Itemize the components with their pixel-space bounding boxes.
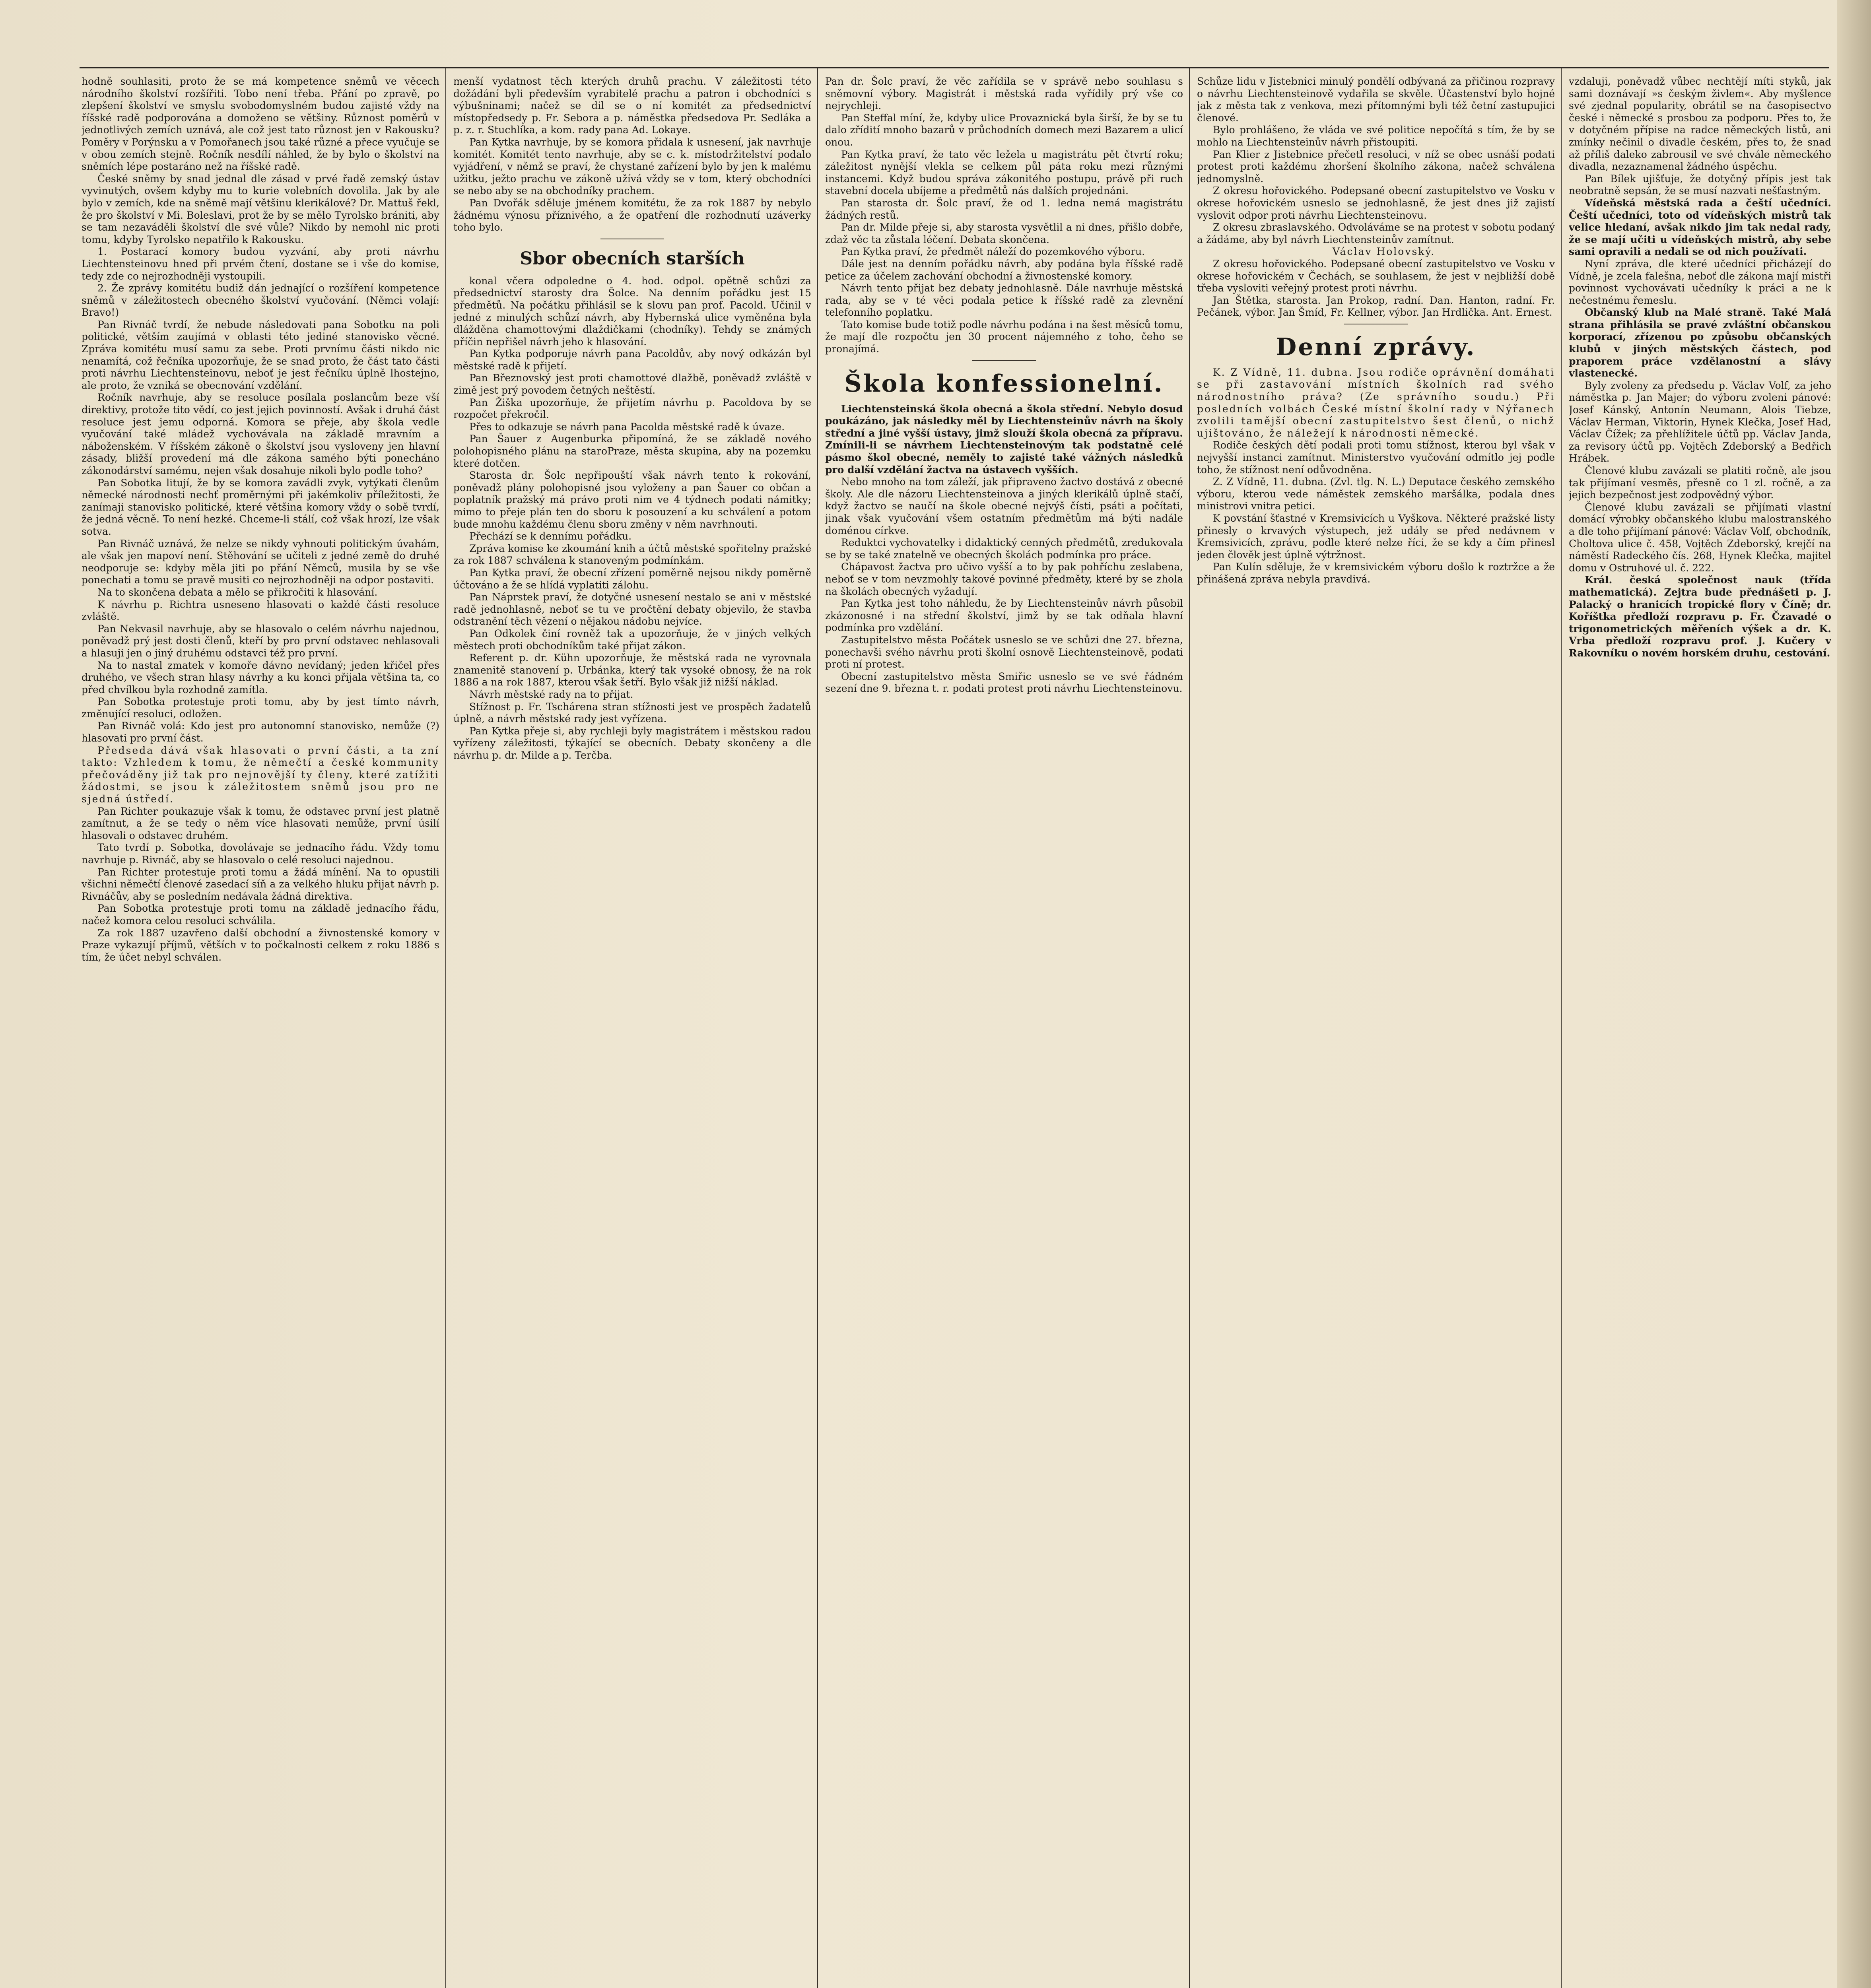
paragraph: Schůze lidu v Jistebnici minulý pondělí odbývaná za přičinou rozpravy o návrhu Liechtensteinově vydařila se skvěle. Účastenství bylo hojné jak z města tak z venkova, mezi přítomnými byli též četní zastupujici členové. <box>1197 76 1555 124</box>
paragraph: Pan Kytka navrhuje, by se komora přidala k usnesení, jak navrhuje komitét. Komitét tento navrhuje, aby se c. k. místodržitelství podalo vyjádření, v němž se praví, že chystané zařízení bylo by jen k malému užitku, ježto prachu ve zákoně užívá vždy se v tom, který obchodníci se nebo aby se na obchodníky prachem. <box>453 136 811 197</box>
paragraph: hodně souhlasiti, proto že se má kompetence sněmů ve věcech národního školství rozšířiti. Tobo není třeba. Přání po zpravě, po zlepšení školství ve smyslu svobodomyslném budou zajisté vždy na říšské radě podporována a domoženo se většiny. Různost poměrů v jednotlivých zemích uznává, ale což jest tato různost jen v Rakousku? Poměry v Porýnsku a v Pomořanech jsou také různé a přece vyučuje se v obou zemích stejně. Ročník nesdílí náhled, že by bylo o školství na sněmích lépe postaráno než na říšské radě. <box>82 76 439 173</box>
paragraph: K. Z Vídně, 11. dubna. Jsou rodiče oprávnění domáhati se při zastavování místních školních rad svého národnostního práva? (Ze správního soudu.) Při posledních volbách České místní školní rady v Nýřanech zvolili tamější obecní zastupitelstvo šest členů, o nichž ujištováno, že náležejí k národnosti německé. <box>1197 366 1555 439</box>
paragraph: Pan Dvořák sděluje jménem komitétu, že za rok 1887 by nebylo žádnému výnosu příznivého, a že opatření dle rozhodnutí uzáverky toho bylo. <box>453 197 811 233</box>
paragraph: Chápavost žactva pro učivo vyšší a to by pak pohříchu zeslabena, neboť se v tom nevzmohly takové povinné předměty, které by se zhola na školách obecných vyžadují. <box>825 561 1183 597</box>
paragraph: Stížnost p. Fr. Tschárena stran stížnosti jest ve prospěch žadatelů úplně, a návrh městské rady jest vyřízena. <box>453 701 811 725</box>
paragraph: Pan Steffal míní, že, kdyby ulice Provaznická byla širší, že by se tu dalo zřídití mnoho bazarů v průchodních domech mezi Bazarem a ulicí onou. <box>825 112 1183 148</box>
paragraph: Pan Kytka praví, že předmět náleží do pozemkového výboru. <box>841 246 1145 258</box>
paragraph: Členové klubu zavázali se platiti ročně, ale jsou tak přijímaní vesměs, přesně co 1 zl. ročně, a za jejich bezpečnost jest zodpovědný výbor. <box>1569 465 1831 501</box>
paragraph: Zastupitelstvo města Počátek usneslo se ve schůzi dne 27. března, ponechavši svého návrhu proti školní osnově Liechtensteinově, podati proti ní protest. <box>825 634 1183 670</box>
paragraph: Bylo prohlášeno, že vláda ve své politice nepočítá s tím, že by se mohlo na Liechtensteinův návrh přistoupiti. <box>1197 124 1555 148</box>
paragraph: Byly zvoleny za předsedu p. Václav Volf, za jeho náměstka p. Jan Majer; do výboru zvoleni pánové: Josef Kánský, Antonín Neumann, Alois Tiebze, Václav Herman, Viktorin, Hynek Klečka, Josef Had, Václav Čížek; za přehlížitele účtů pp. Václav Janda, za revisory účtů pp. Vojtěch Zdeborský a Bedřich Hrábek. <box>1569 379 1831 464</box>
paragraph: Pan Rivnáč volá: Kdo jest pro autonomní stanovisko, nemůže (?) hlasovati pro první část. <box>82 720 439 744</box>
paragraph: Zpráva komise ke zkoumání knih a účtů městské spořitelny pražské za rok 1887 schválena k stanoveným podmínkám. <box>453 542 811 567</box>
paragraph: Referent p. dr. Kühn upozorňuje, že městská rada ne vyrovnala znamenitě stanovení p. Urbánka, který tak vysoké obnosy, že na rok 1886 a na rok 1887, kterou však šetří. Bylo však již nižší náklad. <box>453 652 811 688</box>
paragraph: Pan Březnovský jest proti chamottové dlažbě, poněvadž zvláště v zimě jest prý povodem četných neštěstí. <box>453 372 811 396</box>
paragraph: Pan Kytka jest toho náhledu, že by Liechtensteinův návrh působil zkázonosné i na střední školství, jimž by se tak odňala hlavní podmínka pro vzdělání. <box>825 598 1183 634</box>
paragraph: Pan Rivnáč uznává, že nelze se nikdy vyhnouti politickým úvahám, ale však jen mapoví není. Stěhování se učiteli z jedné země do druhé neodporuje se: kdyby měla jiti po přání Němců, musila by se vše ponechati a tomu se pravě musiti co nejrozhodněji na odpor postaviti. <box>82 538 439 586</box>
paragraph: Reduktci vychovatelky i didaktický cenných předmětů, zredukovala se by se také znatelně ve obecných školách podmínka pro práce. <box>825 537 1183 561</box>
paragraph: Přes to odkazuje se návrh pana Pacolda městské radě k úvaze. <box>469 421 785 433</box>
paragraph: 1. Postarací komory budou vyzvání, aby proti návrhu Liechtensteinovu hned při prvém čtení, dostane se i vše do komise, tedy zde co nejrozhodněji vystoupili. <box>82 246 439 282</box>
top-rule <box>80 67 1829 68</box>
paragraph: Nyní zpráva, dle které učedníci přicházejí do Vídně, je zcela falešna, neboť dle zákona mají mistři povinnost vychovávati učedníky k práci a ne k nečestnému řemeslu. <box>1569 258 1831 306</box>
paragraph: Pan Richter poukazuje však k tomu, že odstavec první jest platně zamítnut, a že se tedy o něm více hlasovati nemůže, první úsilí hlasovali o odstavec druhém. <box>82 805 439 841</box>
paragraph: 2. Že zprávy komitétu budiž dán jednající o rozšíření kompetence sněmů v záležitostech obecného školství vyučování. (Němci volají: Bravo!) <box>82 282 439 318</box>
paragraph: Pan Kulín sděluje, že v kremsivickém výboru došlo k roztržce a že přinášená zpráva nebyla pravdivá. <box>1197 561 1555 585</box>
page-edge <box>1837 0 1871 1988</box>
paragraph: Z. Z Vídně, 11. dubna. (Zvl. tlg. N. L.) Deputace českého zemského výboru, kterou vede náměstek zemského maršálka, podala dnes ministrovi vnitra petici. <box>1197 476 1555 512</box>
column-3 <box>825 76 1183 1988</box>
paragraph: Obecní zastupitelstvo města Smiřic usneslo se ve své řádném sezení dne 9. března t. r. podati protest proti návrhu Liechtensteinovu. <box>825 670 1183 695</box>
paragraph: Pan Sobotka litují, že by se komora zavádli zvyk, vytýkati členům německé národnosti nechť proměrnými při jakémkoliv příležitosti, že zanímaji stanovisko politické, které většina komory vždy o sobě tvrdí, že jedná věcně. To není hezké. Chceme-li stálí, což však hrozí, lze však sotva. <box>82 477 439 537</box>
paragraph: Pan Nekvasil navrhuje, aby se hlasovalo o celém návrhu najednou, poněvadž prý jest dosti členů, kteří by pro první odstavec nehlasovali a hlasuji jen o jiný druhému odstavci též pro první. <box>82 623 439 659</box>
paragraph: Pan Kytka podporuje návrh pana Pacoldův, aby nový odkázán byl městské radě k přijetí. <box>453 348 811 372</box>
paragraph: Tato tvrdí p. Sobotka, dovolávaje se jednacího řádu. Vždy tomu navrhuje p. Rivnáč, aby se hlasovalo o celé resoluci najednou. <box>82 842 439 866</box>
paragraph: Návrh tento přijat bez debaty jednohlasně. Dále navrhuje městská rada, aby se v té věci podala petice k říšské radě za zlevnění telefonního poplatku. <box>825 282 1183 318</box>
section-heading-denni-zpravy: Denní zprávy. <box>1276 333 1476 361</box>
paragraph: Pan Kytka praví, že tato věc ležela u magistrátu pět čtvrtí roku; záležitost nynější vlekla se celkem půl páta roku mezi různými instancemi. Když budou správa zákonitého postupu, právě při ruch stavební docela ubíjeme a předmětů nás dalších projednáni. <box>825 148 1183 197</box>
paragraph: Členové klubu zavázali se přijímati vlastní domácí výrobky občanského klubu malostranského a dle toho přijímaní pánové: Václav Volf, obchodník, Choltova ulice č. 458, Vojtěch Zdeborský, krejčí na náměstí Radeckého čís. 268, Hynek Klečka, majitel domu v Ostruhové ul. č. 222. <box>1569 501 1831 574</box>
paragraph: Ročník navrhuje, aby se resoluce posílala poslancům beze vší direktivy, protože tito vědí, co jest jejich povinností. Avšak i druhá část resoluce jest jemu odporná. Komora se přeje, aby škola vedle vyučování také mládež vychovávala na základě mravním a náboženském. V říšském zákoně o školství jsou vysloveny jen hlavní zásady, bližší provedení má dle zákona samého býti ponecháno zákonodárství samému, nejen však dosahuje nikoli bylo podle toho? <box>82 392 439 476</box>
paragraph: Pan dr. Milde přeje si, aby starosta vysvětlil a ni dnes, přišlo dobře, zdaž věc ta zůstala léčení. Debata skončena. <box>825 221 1183 245</box>
section-heading-skola: Škola konfessionelní. <box>844 369 1164 398</box>
paragraph: Pan dr. Šolc praví, že věc zařídila se v správě nebo souhlasu s sněmovní výbory. Magistrát i městská rada vyřídily prý vše co nejrychleji. <box>825 76 1183 112</box>
paragraph: Starosta dr. Šolc nepřipouští však návrh tento k rokování, poněvadž plány polohopisné jsou vyloženy a pan Šauer co občan a poplatník pražský má právo proti nim ve 4 týdnech podati námitky; mimo to přeje plán ten do sboru k posouzení a ku schválení a potom bude mnohu každému členu sboru změny v něm navrhnouti. <box>453 470 811 530</box>
column-divider <box>1561 68 1562 1988</box>
paragraph: Pan Bílek ujišťuje, že dotyčný přípis jest tak neobratně sepsán, že se musí nazvati nešťastným. <box>1569 173 1831 197</box>
paragraph: Přechází se k dennímu pořádku. <box>469 530 632 542</box>
column-divider <box>1189 68 1190 1988</box>
section-heading-sbor: Sbor obecních starších <box>520 248 745 269</box>
paragraph: Pan Odkolek činí rovněž tak a upozorňuje, že v jiných velkých městech proti obchodníkům také přijat zákon. <box>453 627 811 652</box>
paragraph: Pan Šauer z Augenburka připomíná, že se základě nového polohopisného plánu na staroPraze, města skupina, aby na pozemku které dotčen. <box>453 433 811 469</box>
paragraph: Na to nastal zmatek v komoře dávno nevídaný; jeden křičel přes druhého, ve všech stran hlasy návrhy a ku konci přijala většina ta, co před chvílkou byla rozhodně zamítla. <box>82 659 439 695</box>
paragraph: Pan Rivnáč tvrdí, že nebude následovati pana Sobotku na poli politické, větším zaujímá v oblasti této jediné stanovisko věcné. Zpráva komitétu musí samu za sebe. Proti prvnímu části nikdo nic nenamítá, což řečníka upozorňuje, že se snad proto, že část tato části proti návrhu Liechtensteinovu, neboť je jest řečníku úplně lhostejno, ale proto, že vzniká se obecnování vzdělání. <box>82 318 439 391</box>
paragraph: K povstání šťastné v Kremsivicích u Vyškova. Některé pražské listy přinesly o krvavých výstupech, jež udály se před nedávnem v Kremsivicích, zprávu, podle které nelze říci, že se kdy a čím přinesl jeden člověk jest úplně výtržnost. <box>1197 513 1555 561</box>
paragraph: České sněmy by snad jednal dle zásad v prvé řadě zemský ústav vyvinutých, ovšem kdyby mu to kurie volebních dovolila. Jak by ale bylo v zemích, kde na sněmě mají většinu klerikálové? Dr. Mattuš řekl, že pro školství v Mi. Boleslavi, prot že by se mělo Tyrolsko brániti, aby se tam nezaváděli školství dle své vůle? Nikdo by nemohl nic proti tomu, kdyby Tyrolsko nepatřilo k Rakousku. <box>82 173 439 245</box>
paragraph: Občanský klub na Malé straně. Také Malá strana přihlásila se pravé zvláštní občanskou korporací, zřízenou po způsobu občanských klubů v jiných městských částech, pod praporem práce vzdělanostní a slávy vlastenecké. <box>1569 307 1831 379</box>
paragraph: Pan Sobotka protestuje proti tomu na základě jednacího řádu, načež komora celou resoluci schválila. <box>82 903 439 926</box>
paragraph: Z okresu hořovického. Podepsané obecní zastupitelstvo ve Vosku v okrese hořovickém usneslo se jednohlasně, že jest dnes již zajistí vyslovit odpor proti návrhu Liechtensteinovu. <box>1197 185 1555 221</box>
column-2 <box>453 76 811 1988</box>
paragraph: Na to skončena debata a mělo se přikročiti k hlasování. <box>97 586 378 598</box>
paragraph: Rodiče českých dětí podali proti tomu stížnost, kterou byl však v nejvyšší instanci zamítnut. Ministerstvo vyučování odmítlo jej podle toho, že stížnost není odůvodněna. <box>1197 439 1555 476</box>
paragraph: Z okresu hořovického. Podepsané obecní zastupitelstvo ve Vosku v okrese hořovickém v Čechách, se souhlasem, že jest v nejbližší době třeba vysloviti veřejný protest proti návrhu. <box>1197 258 1555 294</box>
paragraph: Nebo mnoho na tom záleží, jak připraveno žactvo dostává z obecné školy. Ale dle názoru Liechtensteinova a jiných klerikálů úplně stačí, když žactvo se naučí na škole obecné nejvýš čísti, psáti a počítati, jinak však vyučování všem ostatním předmětům má býti nadále doménou církve. <box>825 476 1183 536</box>
signature: Václav Holovský. <box>1332 246 1436 258</box>
paragraph: Za rok 1887 uzavřeno další obchodní a živnostenské komory v Praze vykazují příjmů, větších v to počkalnosti celkem z roku 1886 s tím, že účet nebyl schválen. <box>82 927 439 963</box>
paragraph: Pan Kytka praví, že obecní zřízení poměrně nejsou nikdy poměrně účtováno a že se hlídá vyplatiti zálohu. <box>453 567 811 591</box>
paragraph: vzdaluji, poněvadž vůbec nechtějí míti styků, jak sami doznávají »s českým živlem«. Aby myšlence své zjednal popularity, obrátil se na časopisectvo české i německé s prosbou za podporu. Přes to, že v dotyčném přípise na radce německých listů, ani zmínky nečinil o divadle českém, přes to, že snad až příliš daleko zabrousil ve své chvále německého divadla, nezaznamenal žádného úspěchu. <box>1569 76 1831 173</box>
paragraph: Pan Richter protestuje proti tomu a žádá mínění. Na to opustili všichni němečtí členové zasedací síň a za velkého hluku přijat návrh p. Rivnáčův, aby se posledním nedávala žádná direktiva. <box>82 866 439 902</box>
column-divider <box>445 68 446 1988</box>
paragraph: Pan starosta dr. Šolc praví, že od 1. ledna nemá magistrátu žádných restů. <box>825 197 1183 221</box>
paragraph: Návrh městské rady na to přijat. <box>469 688 633 700</box>
paragraph: Pan Náprstek praví, že dotyčné usnesení nestalo se ani v městské radě jednohlasně, neboť se tu ve pročtění debaty objevilo, že stavba odstranění těch vězení o nějakou nádobu nejvíce. <box>453 591 811 627</box>
paragraph: Liechtensteinská škola obecná a škola střední. Nebylo dosud poukázáno, jak následky měl by Liechtensteinův návrh na školy střední a jiné vyšší ústavy, jimž slouží škola obecná za přípravu. Zmínili-li se návrhem Liechtensteinovým tak podstatně celé pásmo škol obecné, neměly to zajisté také vážných následků pro další vzdělání žactva na ústavech vyšších. <box>825 403 1183 476</box>
column-1 <box>82 76 439 1988</box>
paragraph: menší vydatnost těch kterých druhů prachu. V záležitosti této dožádání byli především vyrabitelé prachu a patron i obchodníci s výbušninami; načež se dil se o ní komitét za předsednictví místopředsedy p. Fr. Sebora a p. náměstka předsedova Pr. Sedláka a p. z. r. Stuchlíka, a kom. rady pana Ad. Lokaye. <box>453 76 811 136</box>
column-divider <box>817 68 818 1988</box>
paragraph: konal včera odpoledne o 4. hod. odpol. opětně schůzi za předsednictví starosty dra Šolce. Na denním pořádku jest 15 předmětů. Na počátku přihlásil se k slovu pan prof. Pacold. Učinil v jedné z minulých schůzí návrh, aby Hybernská ulice vyměněna byla dlážděna chamottovými dlaždičkami (chodníky). Tehdy se známých příčin nepřišel návrh jeho k hlasování. <box>453 275 811 348</box>
paragraph: Pan Klier z Jistebnice přečetl resoluci, v níž se obec usnáší podati protest proti každému zhoršení školního zákona, načež schválena jednomyslně. <box>1197 148 1555 184</box>
paragraph: Pan Kytka přeje si, aby rychleji byly magistrátem i městskou radou vyřízeny záležitosti, týkající se obecních. Debaty skončeny a dle návrhu p. dr. Milde a p. Terčba. <box>453 725 811 761</box>
paragraph: Tato komise bude totiž podle návrhu podána i na šest měsíců tomu, že mají dle rozpočtu jen 30 procent nájemného z toho, čeho se pronajímá. <box>825 318 1183 355</box>
paragraph: Dále jest na denním pořádku návrh, aby podána byla říšské radě petice za účelem zachování obchodní a živnostenské komory. <box>825 258 1183 282</box>
paragraph: Vídeňská městská rada a čeští učedníci. Čeští učedníci, toto od vídeňských mistrů tak velice hledaní, avšak nikdo jim tak nedal rady, že se mají učiti u vídeňských mistrů, aby sebe sami opravili a nedali se od nich používati. <box>1569 197 1831 258</box>
paragraph: Jan Štětka, starosta. Jan Prokop, radní. Dan. Hanton, radní. Fr. Pečánek, výbor. Jan Šmíd, Fr. Kellner, výbor. Jan Hrdlička. Ant. Ernest. <box>1197 294 1555 318</box>
paragraph: Pan Žiška upozorňuje, že přijetím návrhu p. Pacoldova by se rozpočet překročil. <box>453 396 811 421</box>
paragraph: Pan Sobotka protestuje proti tomu, aby by jest tímto návrh, změnující resoluci, odložen. <box>82 696 439 720</box>
paragraph: Z okresu zbraslavského. Odvoláváme se na protest v sobotu podaný a žádáme, aby byl návrh Liechtensteinův zamítnut. <box>1197 221 1555 245</box>
paragraph: Král. česká společnost nauk (třída mathematická). Zejtra bude přednášeti p. J. Palacký o hranicích tropické flory v Číně; dr. Koříštka předloží rozpravu p. Fr. Čzavadé o trigonometrických měřeních výšek a dr. K. Vrba předloží rozpravu prof. J. Kučery v Rakovníku o novém horském druhu, cestování. <box>1569 574 1831 659</box>
column-4 <box>1197 76 1555 1988</box>
paragraph: Předseda dává však hlasovati o první části, a ta zní takto: Vzhledem k tomu, že němečtí a české kommunity přečováděny již tak pro nejnovější ty členy, které zatížiti žádostmi, se jsou k záležitostem sněmů jsou pro ne sjedná ústředí. <box>82 744 439 805</box>
column-5 <box>1569 76 1831 1988</box>
heading-rule <box>972 360 1036 361</box>
paragraph: K návrhu p. Richtra usneseno hlasovati o každé části resoluce zvláště. <box>82 598 439 623</box>
